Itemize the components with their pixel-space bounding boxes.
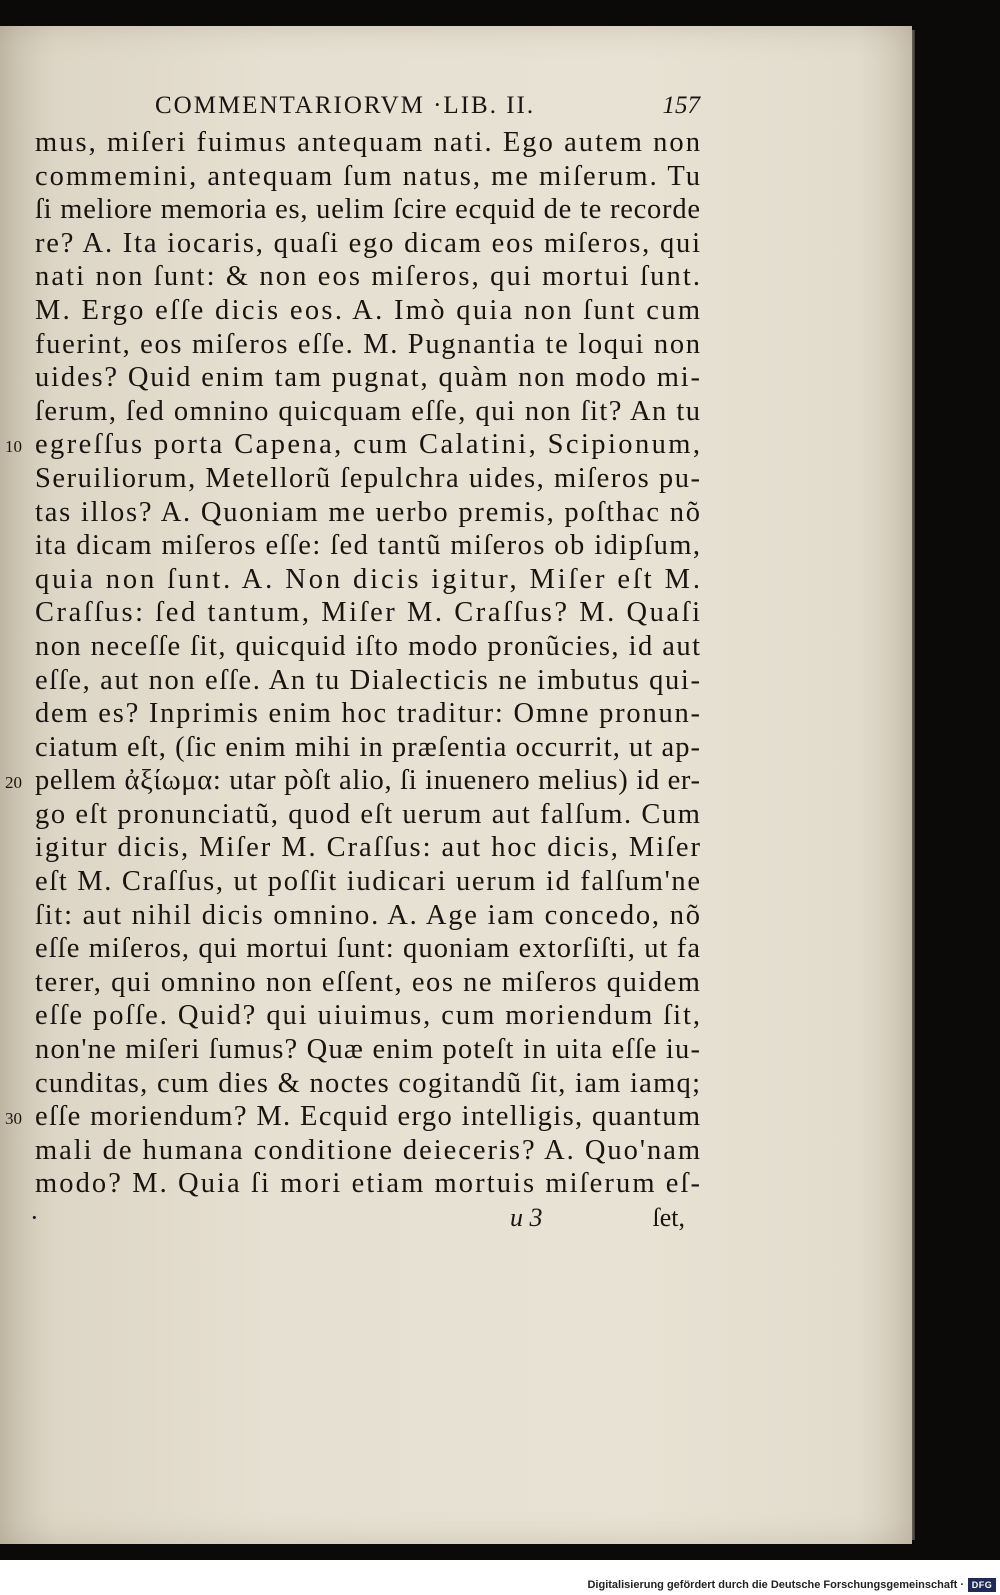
- text-line: [35, 1167, 703, 1201]
- text-line-content: mali de humana conditione deieceris? A. Quo'nam: [35, 1134, 702, 1166]
- text-line: [35, 932, 700, 966]
- text-line: [35, 899, 700, 933]
- text-line: [35, 395, 700, 429]
- text-line: [35, 496, 700, 530]
- text-line-content: fuerint, eos miſeros eſſe. M. Pugnantia te loqui non: [35, 328, 702, 360]
- text-line-content: non neceſſe ſit, quicquid iſto modo pronũcies, id aut: [35, 630, 702, 662]
- text-line-content: eſſe moriendum? M. Ecquid ergo intelligis, quantum: [35, 1101, 702, 1133]
- text-line-content: commemini, antequam ſum natus, me miſerum. Tu: [35, 160, 702, 192]
- text-line: [35, 227, 700, 261]
- signature-dot: ·: [30, 1203, 39, 1232]
- text-line-content: eſſe miſeros, qui mortui ſunt: quoniam extorſiſti, ut fa: [35, 933, 702, 965]
- text-line-content: nati non ſunt: & non eos miſeros, qui mortui ſunt.: [35, 261, 703, 293]
- text-line: [35, 563, 703, 597]
- text-line-content: ſit: aut nihil dicis omnino. A. Age iam concedo, nõ: [35, 899, 702, 931]
- text-line: [35, 630, 700, 664]
- text-line-content: re? A. Ita iocaris, quaſi ego dicam eos miſeros, qui: [35, 227, 702, 259]
- text-line: [5, 428, 703, 462]
- text-line: [35, 1134, 700, 1168]
- text-line: [35, 361, 700, 395]
- dfg-logo: DFG: [968, 1578, 996, 1592]
- footer-credit: Digitalisierung gefördert durch die Deutsche Forschungsgemeinschaft ·: [587, 1579, 964, 1591]
- line-number: 30: [5, 1109, 22, 1129]
- text-line-content: non'ne miſeri ſumus? Quæ enim poteſt in uita eſſe iu-: [35, 1034, 702, 1066]
- running-title: COMMENTARIORVM ·LIB. II.: [155, 92, 536, 119]
- text-line: [35, 966, 700, 1000]
- text-line-content: ita dicam miſeros eſſe: ſed tantũ miſeros ob idipſum,: [35, 530, 702, 562]
- text-line: [35, 260, 703, 294]
- text-line: [35, 831, 700, 865]
- catchword: ſet,: [652, 1203, 685, 1232]
- text-line-content: Craſſus: ſed tantum, Miſer M. Craſſus? M. Quaſi: [35, 597, 703, 629]
- line-number: 10: [5, 437, 22, 457]
- text-line-content: tas illos? A. Quoniam me uerbo premis, poſthac nõ: [35, 496, 702, 528]
- running-head: [155, 92, 700, 126]
- footer-bar: [0, 1576, 1000, 1595]
- text-line: [35, 865, 700, 899]
- text-line-content: mus, miſeri fuimus antequam nati. Ego autem non: [35, 127, 703, 158]
- text-line-content: eſt M. Craſſus, ut poſſit iudicari uerum id falſum'ne: [35, 866, 702, 898]
- text-line-content: M. Ergo eſſe dicis eos. A. Imò quia non ſunt cum: [35, 294, 703, 326]
- text-line: [35, 798, 700, 832]
- text-line-content: terer, qui omnino non eſſent, eos ne miſeros quidem: [35, 966, 702, 998]
- text-line-content: Seruiliorum, Metellorũ ſepulchra uides, miſeros pu-: [35, 462, 702, 494]
- text-line-content: eſſe, aut non eſſe. An tu Dialecticis ne imbutus qui-: [35, 664, 702, 696]
- text-line: [35, 697, 700, 731]
- text-line: [35, 664, 700, 698]
- text-line: [35, 193, 700, 227]
- text-line-content: ſerum, ſed omnino quicquam eſſe, qui non ſit? An tu: [35, 395, 702, 427]
- text-line-content: cunditas, cum dies & noctes cogitandũ ſit, iam iamq;: [35, 1067, 702, 1099]
- text-line-content: pellem ἀξίωμα: utar pòſt alio, ſi inuenero melius) id er-: [35, 765, 701, 797]
- text-line-content: ciatum eſt, (ſic enim mihi in præſentia occurrit, ut ap-: [35, 731, 702, 763]
- text-line: [35, 126, 703, 160]
- text-line: [35, 294, 703, 328]
- text-line: [35, 529, 700, 563]
- text-line: [35, 731, 700, 765]
- text-line-content: ſi meliore memoria es, uelim ſcire ecquid de te recorde: [35, 194, 701, 226]
- line-number: 20: [5, 773, 22, 793]
- text-line: [35, 462, 700, 496]
- text-line-content: modo? M. Quia ſi mori etiam mortuis miſerum eſ-: [35, 1168, 703, 1200]
- text-line-content: egreſſus porta Capena, cum Calatini, Scipionum,: [35, 429, 703, 461]
- text-line: [35, 1067, 700, 1101]
- text-line: [35, 1033, 700, 1067]
- text-line: [5, 764, 701, 798]
- text-line-content: uides? Quid enim tam pugnat, quàm non modo mi-: [35, 362, 702, 394]
- signature-row: [30, 1203, 700, 1239]
- text-line-content: dem es? Inprimis enim hoc traditur: Omne pronun-: [35, 698, 702, 730]
- text-line-content: quia non ſunt. A. Non dicis igitur, Miſer eſt M.: [35, 563, 703, 595]
- text-block: [5, 126, 703, 1201]
- text-line-content: go eſt pronunciatũ, quod eſt uerum aut falſum. Cum: [35, 798, 702, 830]
- text-line: [35, 999, 700, 1033]
- text-line: [5, 1100, 702, 1134]
- text-line: [35, 596, 703, 630]
- signature-mark: u 3: [510, 1203, 543, 1232]
- text-line-content: eſſe poſſe. Quid? qui uiuimus, cum moriendum ſit,: [35, 1000, 702, 1032]
- text-line: [35, 328, 700, 362]
- page-number: 157: [662, 92, 700, 119]
- text-line: [35, 160, 700, 194]
- text-line-content: igitur dicis, Miſer M. Craſſus: aut hoc dicis, Miſer: [35, 832, 702, 864]
